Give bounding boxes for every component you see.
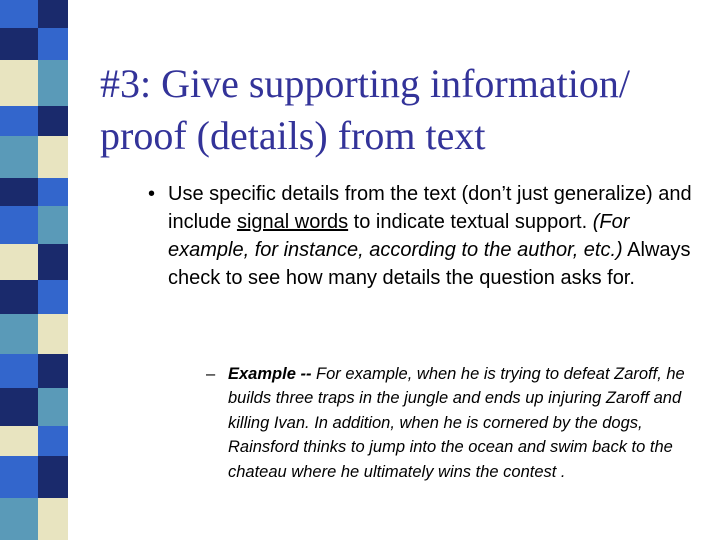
stripe-segment	[38, 456, 68, 498]
bullet-text-part-2: to indicate textual support.	[348, 211, 593, 233]
stripe-segment	[0, 60, 38, 106]
example-sub-bullet	[206, 362, 698, 484]
stripe-segment	[38, 0, 68, 28]
stripe-segment	[0, 28, 38, 60]
main-bullet-text	[168, 180, 708, 292]
stripe-segment	[0, 426, 38, 456]
stripe-segment	[38, 354, 68, 388]
stripe-segment	[38, 136, 68, 178]
stripe-segment	[38, 388, 68, 426]
slide-title	[100, 58, 700, 162]
sub-bullet-marker: –	[206, 365, 216, 383]
stripe-segment	[38, 106, 68, 136]
bullet-text-part-3: Always check to see how many details the question asks for.	[168, 239, 691, 289]
bullet-text-part-1: Use specific details from the text (don’t just generalize) and include	[168, 183, 692, 233]
stripe-segment	[0, 178, 38, 206]
stripe-segment	[38, 28, 68, 60]
stripe-segment	[0, 206, 38, 244]
bullet-italic-examples: (For example, for instance, according to the author, etc.)	[168, 211, 630, 261]
signal-words-underlined: signal words	[236, 211, 349, 233]
stripe-segment	[38, 178, 68, 206]
stripe-segment	[0, 388, 38, 426]
example-body: For example, when he is trying to defeat Zaroff, he builds three traps in the jungle and ends up injuring Zaroff and killing Ivan. In addition, when he is cornered by the dogs, Rainsford thinks to jump into the ocean and swim back to the chateau where he ultimately wins the contest .	[228, 365, 685, 481]
stripe-segment	[0, 280, 38, 314]
stripe-segment	[0, 498, 38, 540]
bullet-marker: •	[148, 183, 156, 205]
stripe-segment	[0, 354, 38, 388]
stripe-segment	[0, 314, 38, 354]
example-label: Example --	[228, 365, 312, 383]
stripe-segment	[0, 0, 38, 28]
stripe-segment	[38, 206, 68, 244]
stripe-segment	[0, 456, 38, 498]
stripe-segment	[38, 60, 68, 106]
stripe-segment	[38, 498, 68, 540]
stripe-segment	[38, 280, 68, 314]
slide-title-line-2: proof (details) from text	[100, 113, 486, 158]
main-bullet	[148, 180, 708, 292]
stripe-segment	[0, 244, 38, 280]
decorative-stripe-bar	[0, 0, 68, 540]
slide-title-line-1: #3: Give supporting information/	[100, 61, 630, 106]
stripe-segment	[0, 106, 38, 136]
stripe-segment	[38, 314, 68, 354]
stripe-segment	[38, 244, 68, 280]
stripe-segment	[0, 136, 38, 178]
stripe-segment	[38, 426, 68, 456]
example-text	[228, 365, 685, 481]
